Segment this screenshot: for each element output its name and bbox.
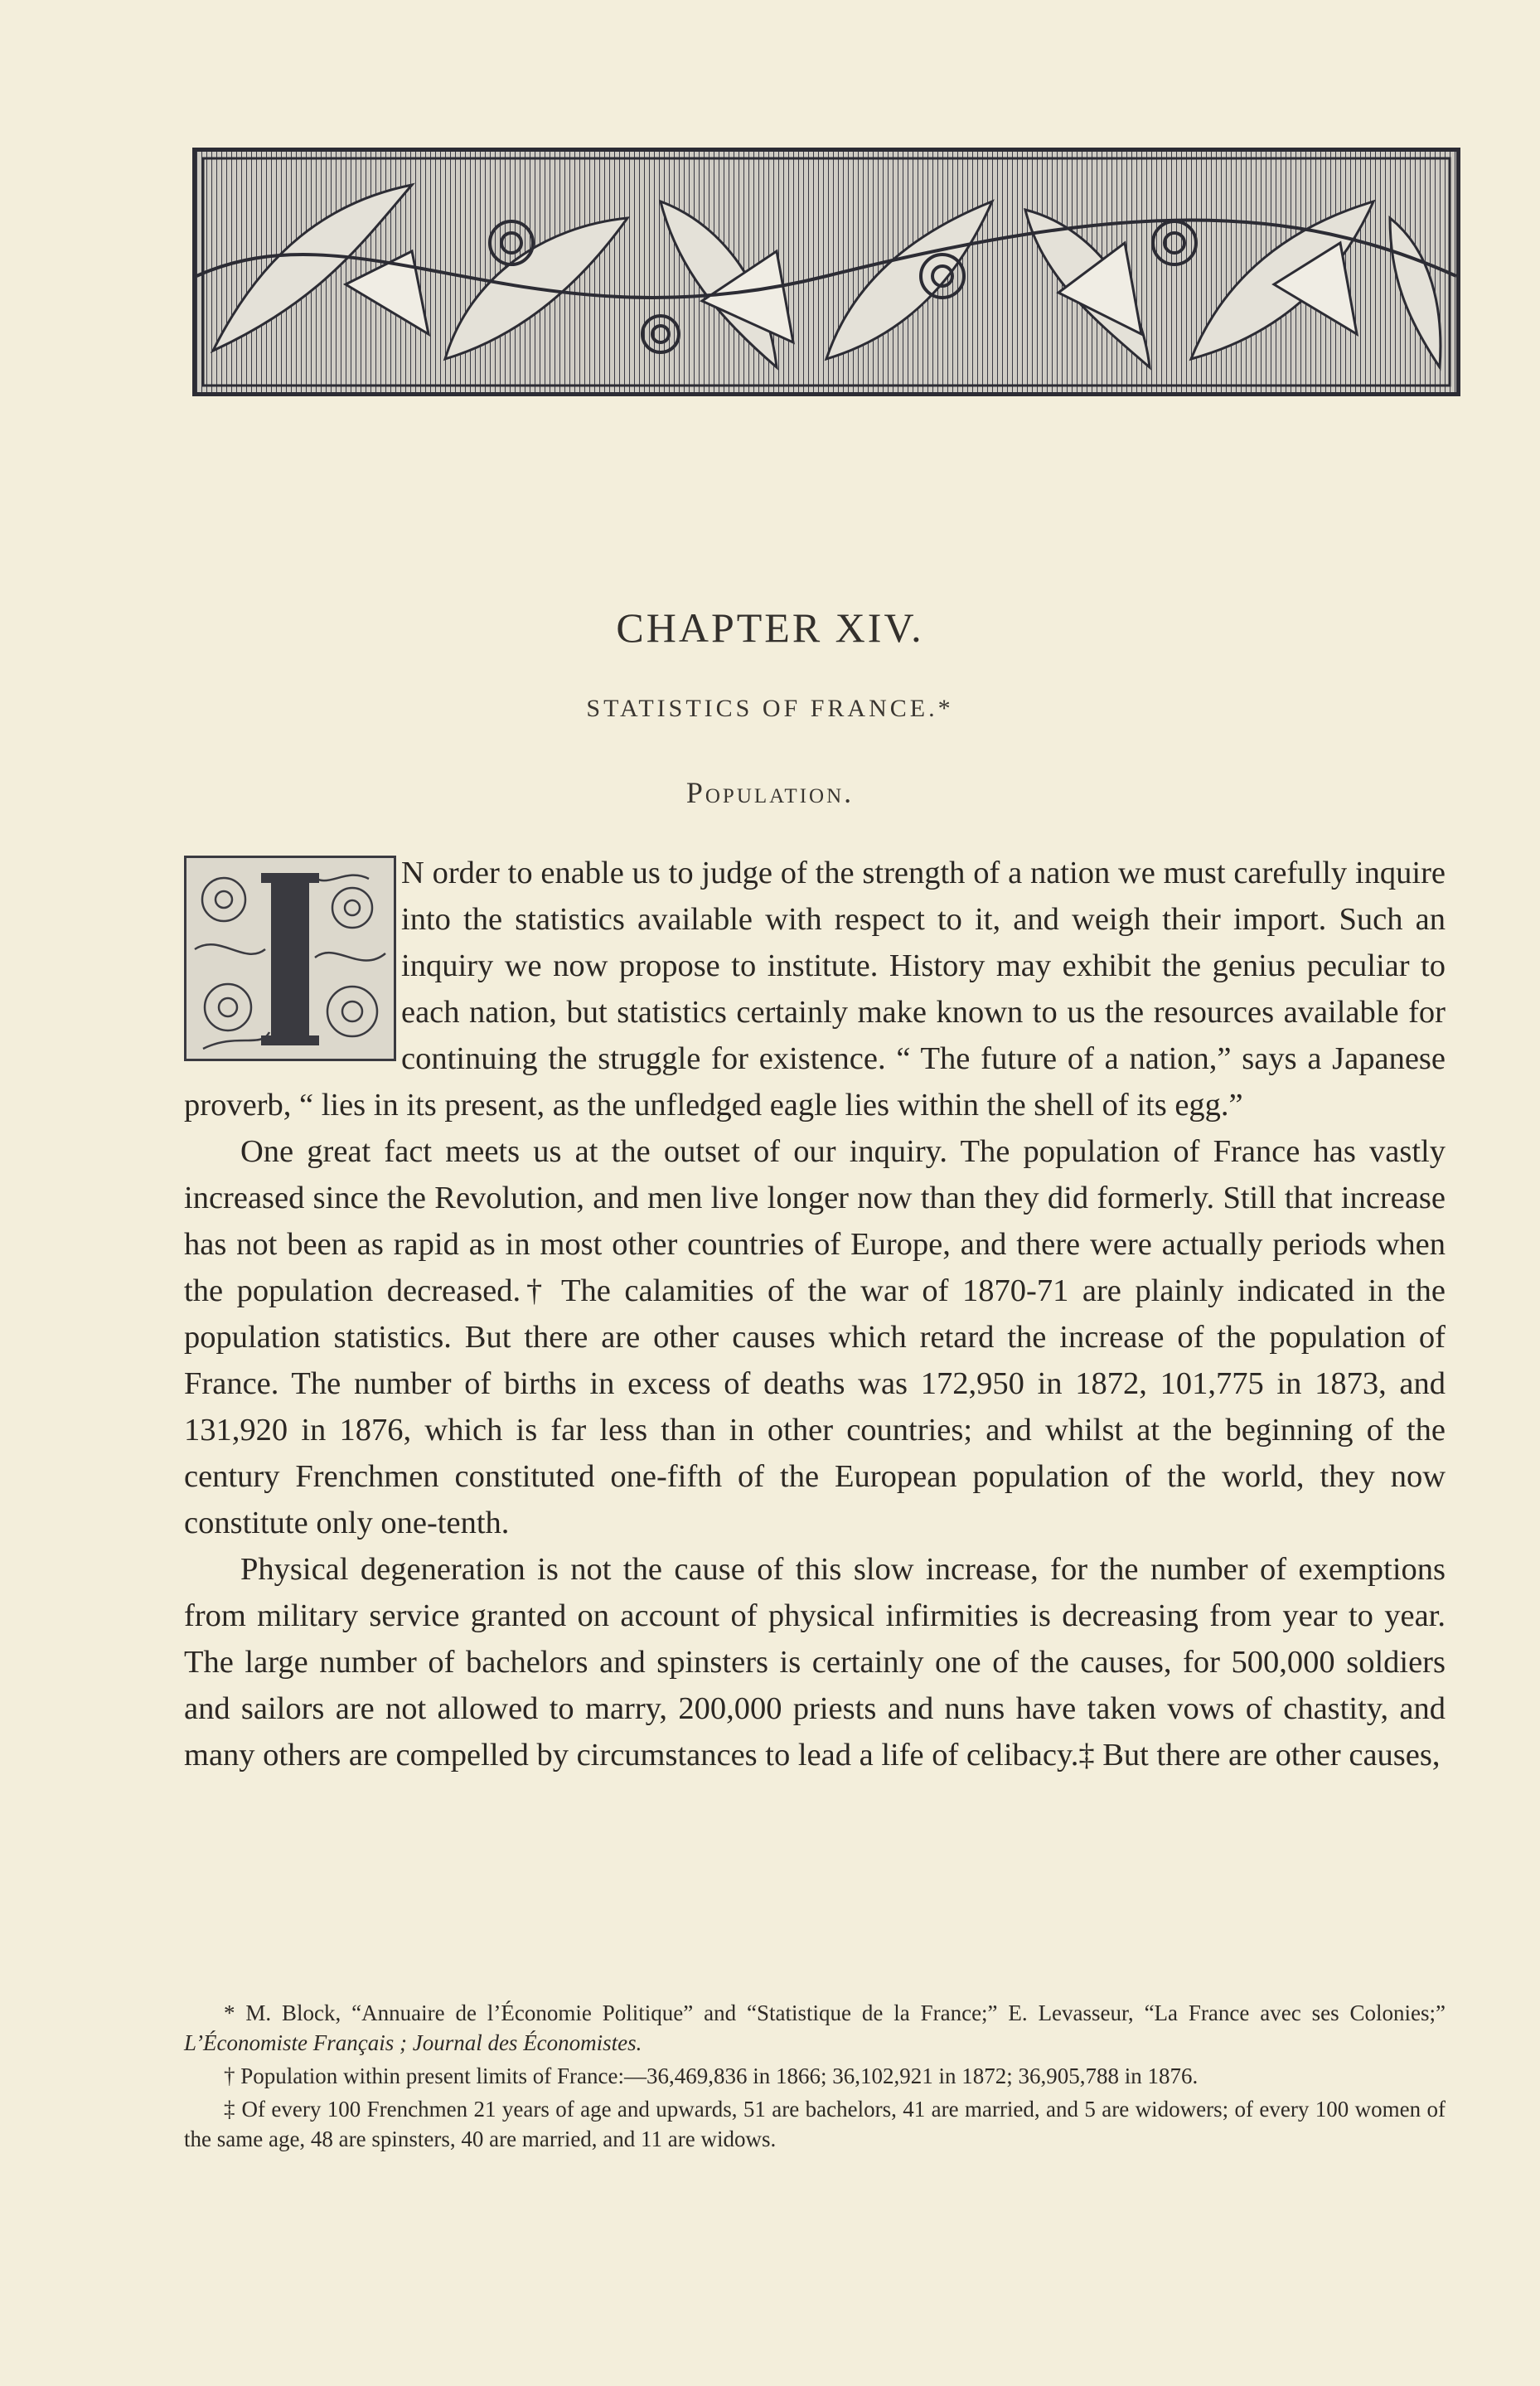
floral-ornament-icon xyxy=(196,152,1456,392)
paragraph: One great fact meets us at the outset of our inquiry. The population of France has vastly increased since the Revolution, and men live longer now than they did formerly. Still that increase has not been as rapid as in most other countries of Europe, and there were actually periods when the population decreased.† The calamities of the war of 1870-71 are plainly indicated in the population statistics. But there are other causes which retard the increase of the population of France. The number of births in excess of deaths was 172,950 in 1872, 101,775 in 1873, and 131,920 in 1876, which is far less than in other countries; and whilst at the beginning of the century Frenchmen constituted one-fifth of the European population of the world, they now constitute only one-tenth. xyxy=(184,1134,1446,1540)
ornamental-headpiece xyxy=(192,148,1460,396)
chapter-title: CHAPTER XIV. xyxy=(616,604,924,651)
footnote-star: * M. Block, “Annuaire de l’Économie Politique” and “Statistique de la France;” E. Levasseur, “La France avec ses Colonies;” L’Économiste Français ; Journal des Économistes. xyxy=(184,2000,1446,2055)
paragraph-text: N order to enable us to judge of the strength of a nation we must carefully inquire into the statistics available with respect to it, and weigh their import. Such an inquiry we now propose to institute. History may exhibit the genius peculiar to each nation, but statistics certainly make known to us the resources available for continuing the struggle for existence. “ The future of a nation,” says a Japanese proverb, “ lies in its present, as the unfledged eagle lies within the shell of its egg.” xyxy=(184,856,1446,1123)
paragraph: Physical degeneration is not the cause of this slow increase, for the number of exemptions from military service granted on account of physical infirmities is decreasing from year to year. The large number of bachelors and spinsters is certainly one of the causes, for 500,000 soldiers and sailors are not allowed to marry, 200,000 priests and nuns have taken vows of chastity, and many others are compelled by circumstances to lead a life of celibacy.‡ But there are other causes, xyxy=(184,1552,1446,1773)
subsection-title: Population. xyxy=(685,776,855,809)
drop-cap-spacer xyxy=(184,855,401,1077)
section-title: STATISTICS OF FRANCE.* xyxy=(586,695,954,722)
body-text xyxy=(184,850,1446,1778)
footnotes xyxy=(184,1998,1446,2157)
footnote-dagger: † Population within present limits of France:—36,469,836 in 1866; 36,102,921 in 1872; 36,905,788 in 1876. xyxy=(224,2064,1199,2088)
paragraph xyxy=(184,850,1446,1128)
footnote-double-dagger: ‡ Of every 100 Frenchmen 21 years of age and upwards, 51 are bachelors, 41 are married, and 5 are widowers; of every 100 women of the same age, 48 are spinsters, 40 are married, and 11 are widows. xyxy=(184,2097,1446,2151)
